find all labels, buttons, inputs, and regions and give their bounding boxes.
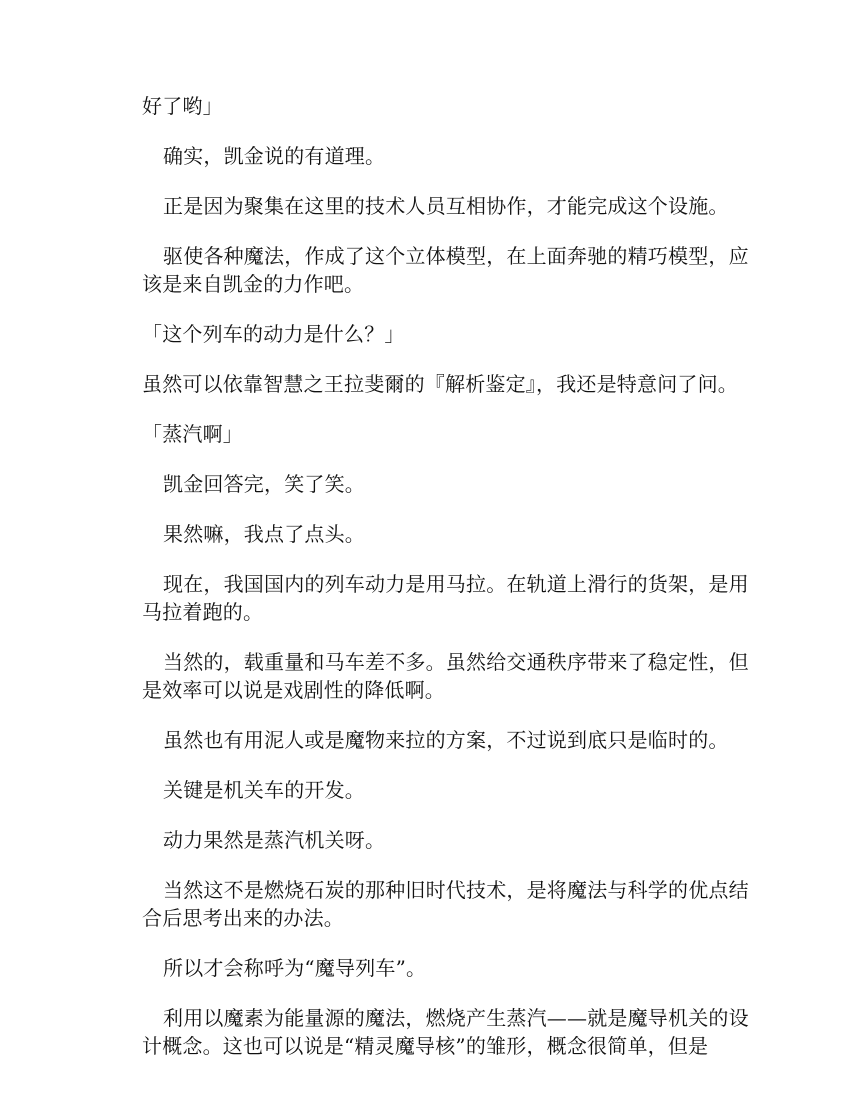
paragraph-13: 关键是机关车的开发。 — [163, 778, 365, 802]
paragraph-14: 动力果然是蒸汽机关呀。 — [163, 828, 386, 852]
paragraph-17: 利用以魔素为能量源的魔法，燃烧产生蒸汽——就是魔导机关的设计概念。这也可以说是“精灵魔导核”的雏形，概念很简单，但是 — [142, 1006, 749, 1058]
paragraph-4: 驱使各种魔法，作成了这个立体模型，在上面奔驰的精巧模型，应该是来自凯金的力作吧。 — [142, 244, 749, 296]
paragraph-7: 「蒸汽啊」 — [142, 422, 243, 446]
body-text — [142, 92, 752, 1082]
paragraph-12: 虽然也有用泥人或是魔物来拉的方案，不过说到底只是临时的。 — [163, 728, 729, 752]
paragraph-5: 「这个列车的动力是什么？」 — [142, 322, 405, 346]
paragraph-9: 果然嘛，我点了点头。 — [163, 522, 365, 546]
paragraph-6: 虽然可以依靠智慧之王拉斐爾的『解析鉴定』，我还是特意问了问。 — [142, 372, 738, 396]
paragraph-10: 现在，我国国内的列车动力是用马拉。在轨道上滑行的货架，是用马拉着跑的。 — [142, 572, 749, 624]
paragraph-11: 当然的，载重量和马车差不多。虽然给交通秩序带来了稳定性，但是效率可以说是戏剧性的降低啊。 — [142, 650, 749, 702]
paragraph-3: 正是因为聚集在这里的技术人员互相协作，才能完成这个设施。 — [163, 194, 729, 218]
paragraph-8: 凯金回答完，笑了笑。 — [163, 472, 365, 496]
paragraph-16: 所以才会称呼为“魔导列车”。 — [163, 956, 427, 980]
paragraph-1: 好了哟」 — [142, 94, 223, 118]
paragraph-2: 确实，凯金说的有道理。 — [163, 144, 386, 168]
paragraph-15: 当然这不是燃烧石炭的那种旧时代技术，是将魔法与科学的优点结合后思考出来的办法。 — [142, 878, 749, 930]
